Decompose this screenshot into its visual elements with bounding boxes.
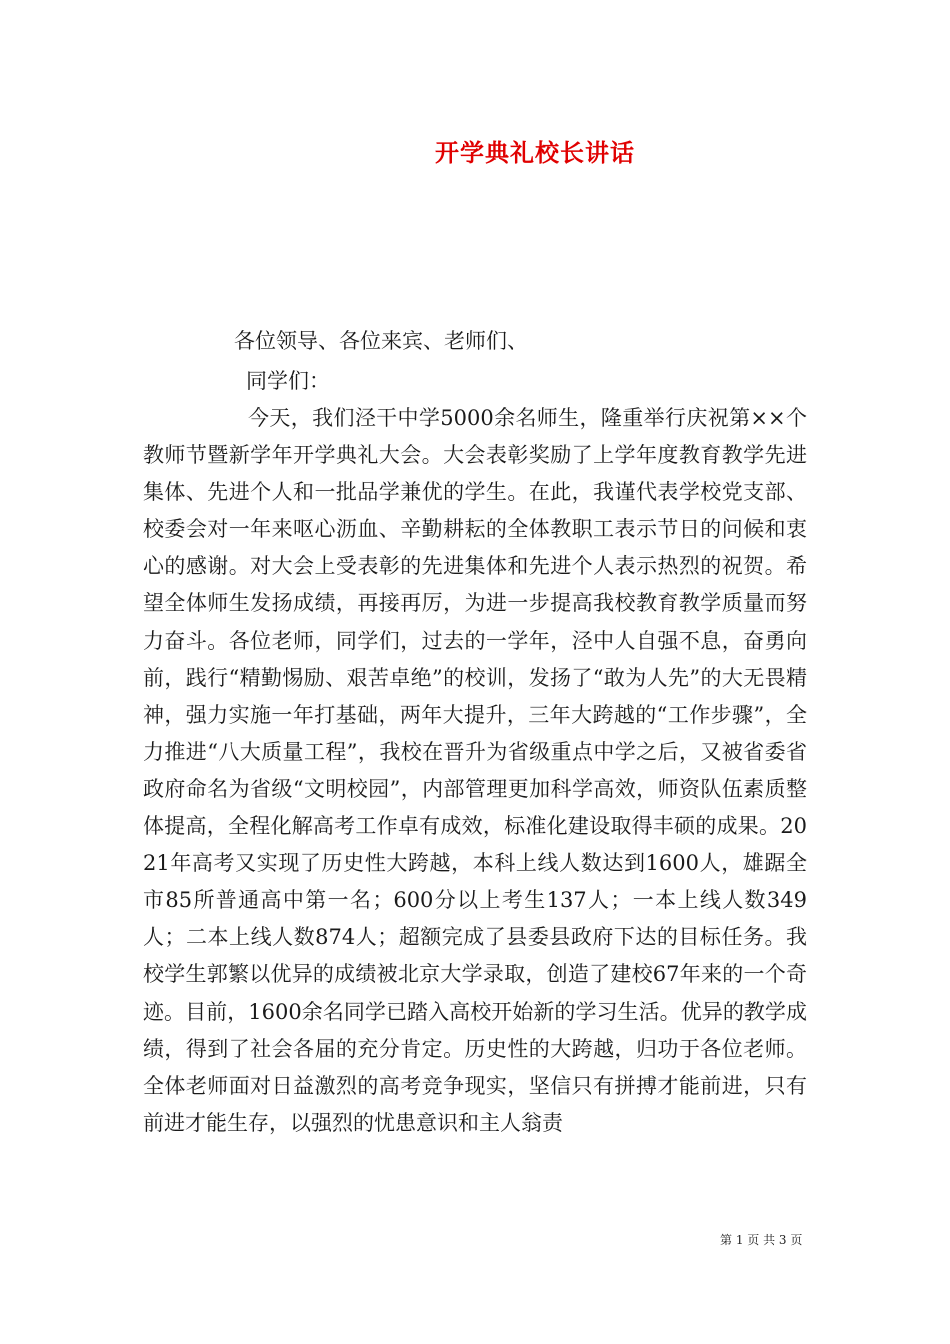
page-title: 开学典礼校长讲话 xyxy=(435,138,635,167)
salutation-line-1: 各位领导、各位来宾、老师们、 xyxy=(234,329,528,353)
salutation-line-2: 同学们： xyxy=(246,369,330,393)
page-number: 第 1 页 共 3 页 xyxy=(720,1233,803,1247)
speech-paragraph: 今天，我们泾干中学5000余名师生，隆重举行庆祝第××个教师节暨新学年开学典礼大会。大会表彰奖励了上学年度教育教学先进集体、先进个人和一批品学兼优的学生。在此，我谨代表学校党支部、校委会对一年来呕心沥血、辛勤耕耘的全体教职工表示节日的问候和衷心的感谢。对大会上受表彰的先进集体和先进个人表示热烈的祝贺。希望全体师生发扬成绩，再接再厉，为进一步提高我校教育教学质量而努力奋斗。各位老师，同学们，过去的一学年，泾中人自强不息，奋勇向前，践行“精勤惕励、艰苦卓绝”的校训，发扬了“敢为人先”的大无畏精神，强力实施一年打基础，两年大提升，三年大跨越的“工作步骤”，全力推进“八大质量工程”，我校在晋升为省级重点中学之后，又被省委省政府命名为省级“文明校园”，内部管理更加科学高效，师资队伍素质整体提高，全程化解高考工作卓有成效，标准化建设取得丰硕的成果。2021年高考又实现了历史性大跨越，本科上线人数达到1600人，雄踞全市85所普通高中第一名；600分以上考生137人；一本上线人数349人；二本上线人数874人；超额完成了县委县政府下达的目标任务。我校学生郭繁以优异的成绩被北京大学录取，创造了建校67年来的一个奇迹。目前，1600余名同学已踏入高校开始新的学习生活。优异的教学成绩，得到了社会各届的充分肯定。历史性的大跨越，归功于各位老师。全体老师面对日益激烈的高考竞争现实，坚信只有拼搏才能前进，只有前进才能生存，以强烈的忧患意识和主人翁责 xyxy=(143,406,807,1135)
